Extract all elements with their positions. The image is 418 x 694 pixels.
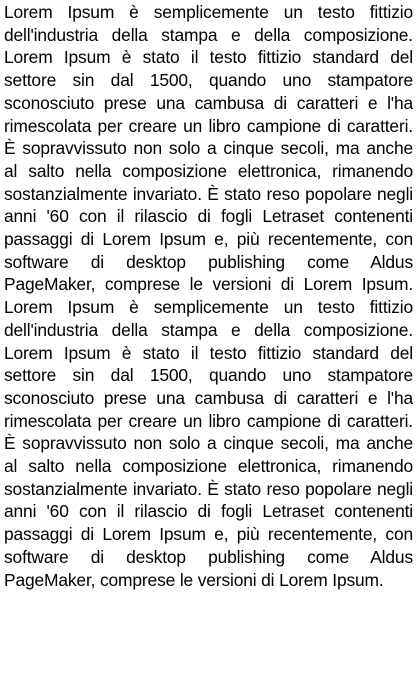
body-paragraph: Lorem Ipsum è semplicemente un testo fittizio dell'industria della stampa e della composizione. Lorem Ipsum è stato il testo fittizio standard del settore sin dal 1500, quando uno stampatore sconosciuto prese una cambusa di caratteri e l'ha rimescolata per creare un libro campione di caratteri. È sopravvissuto non solo a cinque secoli, ma anche al salto nella composizione elettronica, rimanendo sostanzialmente invariato. È stato reso popolare negli anni '60 con il rilascio di fogli Letraset contenenti passaggi di Lorem Ipsum e, più recentemente, con software di desktop publishing come Aldus PageMaker, comprese le versioni di Lorem Ipsum. Lorem Ipsum è semplicemente un testo fittizio dell'industria della stampa e della composizione. Lorem Ipsum è stato il testo fittizio standard del settore sin dal 1500, quando uno stampatore sconosciuto prese una cambusa di caratteri e l'ha rimescolata per creare un libro campione di caratteri. È sopravvissuto non solo a cinque secoli, ma anche al salto nella composizione elettronica, rimanendo sostanzialmente invariato. È stato reso popolare negli anni '60 con il rilascio di fogli Letraset contenenti passaggi di Lorem Ipsum e, più recentemente, con software di desktop publishing come Aldus PageMaker, comprese le versioni di Lorem Ipsum. <box>4 2 413 590</box>
